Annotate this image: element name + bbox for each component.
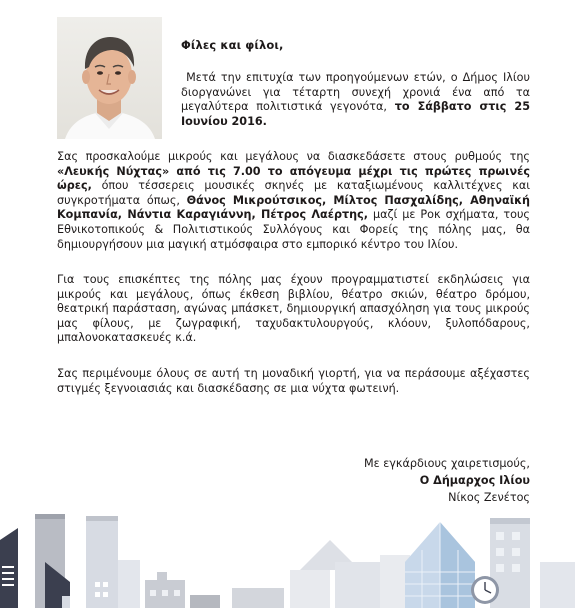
events-paragraph: Για τους επισκέπτες της πόλης μας έχουν προγραμματιστεί εκδηλώσεις για μικρούς και μεγάλους, όπως έκθεση βιβλίου, θέατρο σκιών, θέατρο δρόμου, θεατρική παράσταση, αγώνας μπάσκετ, δημιουργική απασχόληση για τους μικρούς μας φίλους, με ζωγραφική, ταχυδακτυλουργούς, κλόουν, ξυλοπόδαρους, μπαλονοκατασκευές κ.ά. xyxy=(57,273,530,345)
city-skyline-illustration xyxy=(0,500,575,608)
closing-salutation: Με εγκάρδιους χαιρετισμούς, xyxy=(363,457,530,470)
event-time: «Λευκής Νύχτας» από τις 7.00 το απόγευμα μέχρι τις πρώτες πρωινές ώρες, xyxy=(57,164,530,193)
invitation-text-middle: όπου τέσσερεις μουσικές σκηνές με καταξιωμένους καλλιτέχνες και συγκροτήματα όπως, xyxy=(57,179,530,207)
intro-paragraph xyxy=(181,71,530,129)
closing-paragraph: Σας περιμένουμε όλους σε αυτή τη μοναδική γιορτή, για να περάσουμε αξέχαστες στιγμές ξεγνοιασιάς και διασκέδασης σε μια νύχτα φωτεινή. xyxy=(57,367,530,395)
invitation-text-start: Σας προσκαλούμε μικρούς και μεγάλους να διασκεδάσετε στους ρυθμούς της xyxy=(57,150,530,163)
signature-block xyxy=(364,455,530,506)
artists-list: Θάνος Μικρούτσικος, Μίλτος Πασχαλίδης, Αθηναϊκή Κομπανία, Νάντια Καραγιάννη, Πέτρος Λαέρτης, xyxy=(57,193,530,222)
mayor-portrait xyxy=(57,17,162,139)
greeting: Φίλες και φίλοι, xyxy=(181,38,284,52)
signer-name: Νίκος Ζενέτος xyxy=(448,491,530,504)
invitation-paragraph xyxy=(57,150,530,252)
intro-text: Μετά την επιτυχία των προηγούμενων ετών, ο Δήμος Ιλίου διοργανώνει για τέταρτη συνεχή χρονιά ένα από τα μεγαλύτερα πολιτιστικά γεγονότα, xyxy=(181,71,530,114)
event-date: το Σάββατο στις 25 Ιουνίου 2016. xyxy=(181,100,530,128)
invitation-text-end: μαζί με Ροκ σχήματα, τους Εθνικοτοπικούς & Πολιτιστικούς Συλλόγους και Φορείς της πόλης μας, θα δημιουργήσουν μια μαγική ατμόσφαιρα στο εμπορικό κέντρο του Ιλίου. xyxy=(57,208,531,251)
mayor-portrait-image xyxy=(57,17,162,139)
signer-title: Ο Δήμαρχος Ιλίου xyxy=(419,474,530,487)
